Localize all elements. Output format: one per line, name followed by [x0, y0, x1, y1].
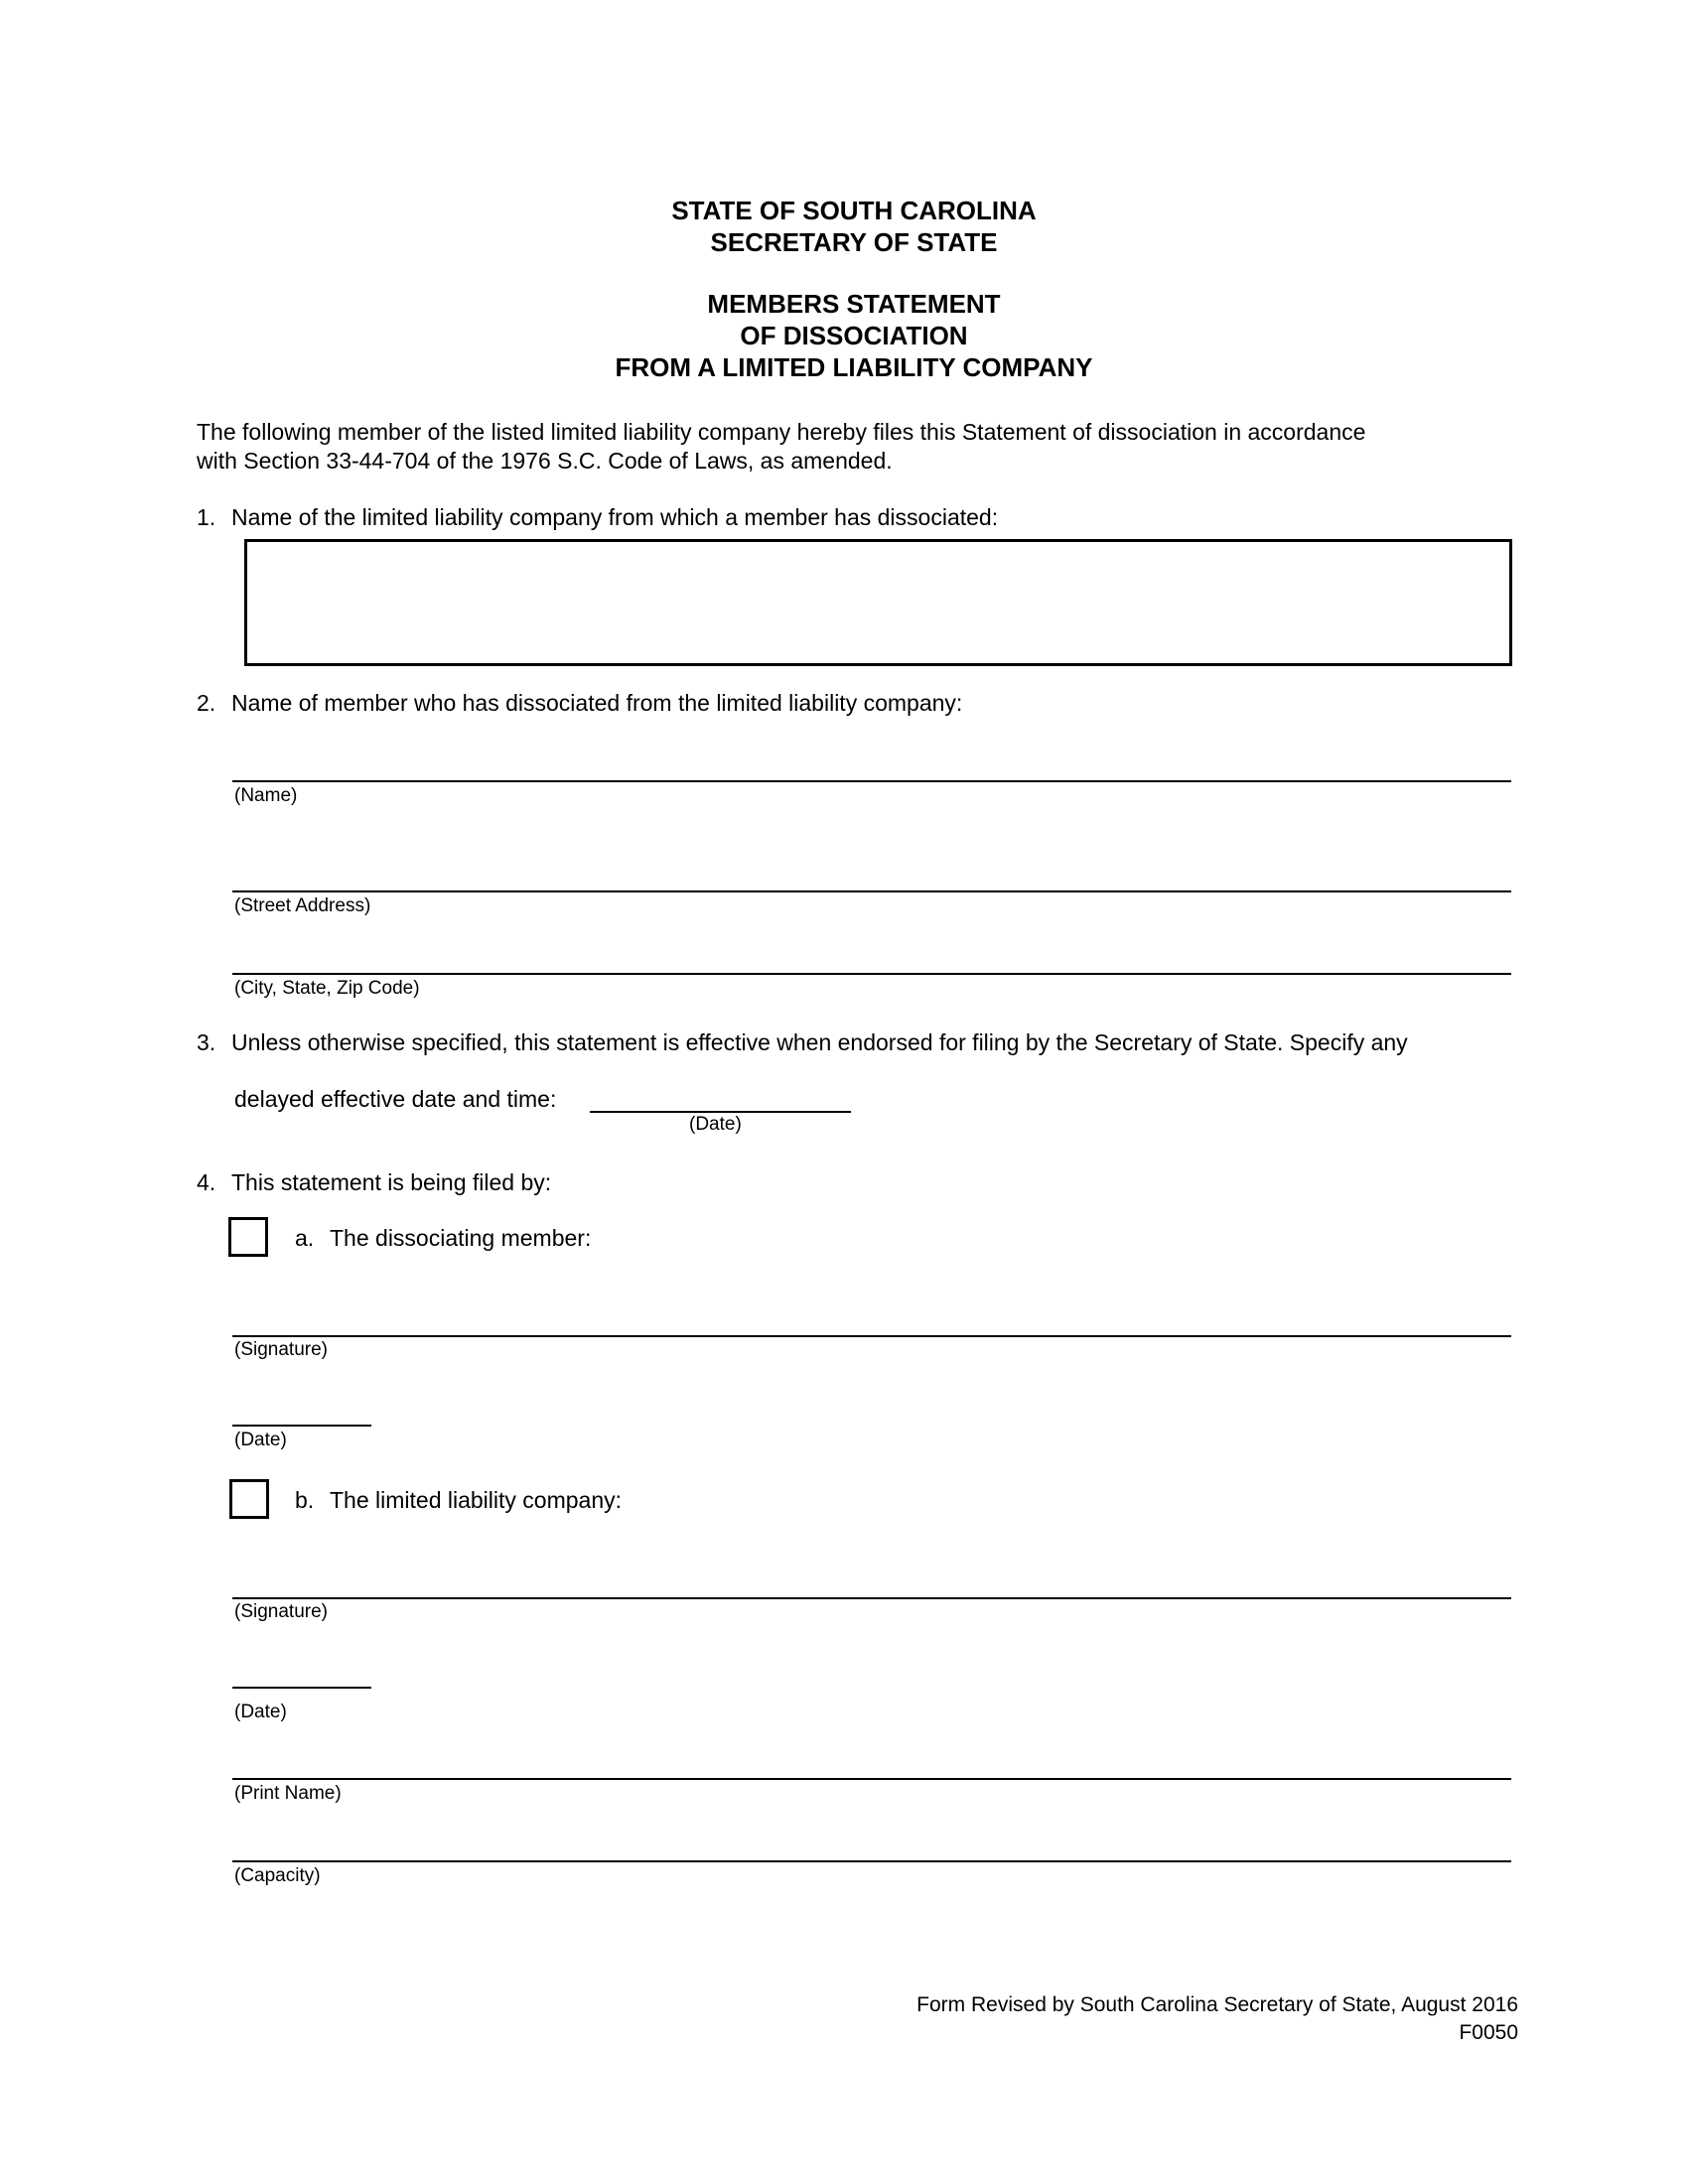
item-4-label: This statement is being filed by: — [231, 1169, 552, 1195]
intro-line-1: The following member of the listed limited liability company hereby files this Statement of dissociation in accordance — [197, 419, 1366, 445]
capacity-caption: (Capacity) — [234, 1865, 321, 1886]
street-address-caption: (Street Address) — [234, 895, 371, 916]
member-signature-line[interactable] — [232, 1335, 1511, 1337]
llc-date-caption: (Date) — [234, 1702, 287, 1722]
llc-date-line[interactable] — [232, 1687, 371, 1689]
llc-checkbox[interactable] — [229, 1479, 269, 1519]
member-name-caption: (Name) — [234, 785, 298, 806]
print-name-line[interactable] — [232, 1778, 1511, 1780]
item-1-number: 1. — [197, 504, 216, 530]
city-state-zip-caption: (City, State, Zip Code) — [234, 978, 420, 999]
item-3-number: 3. — [197, 1029, 216, 1055]
llc-signature-caption: (Signature) — [234, 1601, 328, 1622]
capacity-line[interactable] — [232, 1860, 1511, 1862]
option-a-label: The dissociating member: — [330, 1225, 592, 1251]
item-2-number: 2. — [197, 690, 216, 716]
state-heading: STATE OF SOUTH CAROLINA — [671, 196, 1037, 225]
member-date-caption: (Date) — [234, 1430, 287, 1450]
form-title-line-2: OF DISSOCIATION — [740, 321, 968, 350]
member-signature-caption: (Signature) — [234, 1339, 328, 1360]
option-a-letter: a. — [295, 1225, 315, 1251]
llc-signature-line[interactable] — [232, 1597, 1511, 1599]
dissociating-member-checkbox[interactable] — [228, 1217, 268, 1257]
form-title-line-3: FROM A LIMITED LIABILITY COMPANY — [615, 352, 1093, 382]
item-4-number: 4. — [197, 1169, 216, 1195]
print-name-caption: (Print Name) — [234, 1783, 342, 1804]
effective-date-caption: (Date) — [689, 1114, 742, 1135]
form-number: F0050 — [1459, 2021, 1518, 2044]
street-address-line[interactable] — [232, 890, 1511, 892]
item-2-label: Name of member who has dissociated from the limited liability company: — [231, 690, 963, 716]
city-state-zip-line[interactable] — [232, 973, 1511, 975]
option-b-label: The limited liability company: — [330, 1487, 623, 1513]
member-name-line[interactable] — [232, 780, 1511, 782]
item-3-line-2: delayed effective date and time: — [234, 1086, 557, 1112]
company-name-box[interactable] — [244, 539, 1512, 666]
form-revision-note: Form Revised by South Carolina Secretary of State, August 2016 — [916, 1993, 1518, 2016]
item-1-label: Name of the limited liability company from which a member has dissociated: — [231, 504, 999, 530]
member-date-line[interactable] — [232, 1425, 371, 1427]
option-b-letter: b. — [295, 1487, 315, 1513]
item-3-line-1: Unless otherwise specified, this statement is effective when endorsed for filing by the Secretary of State. Specify any — [231, 1029, 1408, 1055]
office-heading: SECRETARY OF STATE — [710, 227, 998, 257]
intro-line-2: with Section 33-44-704 of the 1976 S.C. Code of Laws, as amended. — [197, 448, 893, 474]
form-title-line-1: MEMBERS STATEMENT — [707, 289, 1001, 319]
